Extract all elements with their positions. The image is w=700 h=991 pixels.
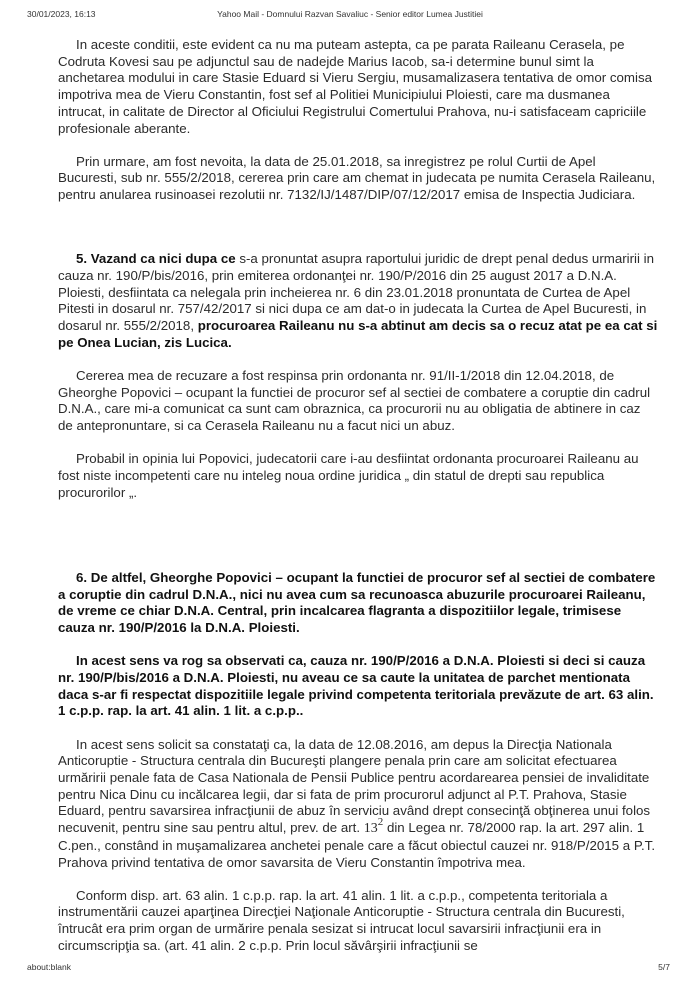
paragraph-plangere	[58, 737, 658, 872]
spacer	[58, 518, 658, 570]
spacer	[58, 220, 658, 251]
paragraph-conform: Conform disp. art. 63 alin. 1 c.p.p. rap. la art. 41 alin. 1 lit. a c.p.p., competenta teritoriala a instrumentării cauzei aparţinea Direcţiei Naţionale Anticoruptie - Structura centrala din Bucuresti, întrucât era prim organ de urmărire penala sesizat si intrucat locul savarsirii infracţiunii era in circumscripţia sa. (art. 41 alin. 2 c.p.p. Prin locul săvârşirii infracţiunii se	[58, 887, 625, 953]
print-url: about:blank	[27, 962, 71, 972]
section-5-text: s-a pronuntat asupra raportului juridic de drept penal dedus urmaririi in cauza nr. 190/P/bis/2016, prin emiterea ordonanţei nr. 190/P/2016 din 25 august 2017 a D.N.A. Ploiesti, desfiintata ca nelegala prin incheierea nr. 6 din 23.01.2018 pronuntata de Curtea de Apel Pitesti in dosarul nr. 757/42/2017 si nici dupa ce am dat-o in judecata la Curtea de Apel Bucuresti, in dosarul nr. 555/2/2018,	[58, 251, 654, 334]
article-number: 13	[363, 821, 378, 837]
paragraph-competenta	[58, 653, 658, 720]
article-superscript: 2	[377, 816, 384, 829]
paragraph-1: In aceste conditii, este evident ca nu ma puteam astepta, ca pe parata Raileanu Cerasela, pe Codruta Kovesi sau pe adjunctul sau de nadejde Marius Iacob, sa-i determine bunul simt la anchetarea modului in care Stasie Eduard si Vieru Sergiu, musamalizasera tentativa de omor comisa impotriva mea de Vieru Constantin, fost sef al Politiei Municipiului Ploiesti, care ma dusmanea intrucat, in calitate de Director al Oficiului Registrului Comertului Prahova, nu-i satisfaceam capriciile profesionale aberante.	[58, 37, 652, 136]
paragraph-recuzare: Cererea mea de recuzare a fost respinsa prin ordonanta nr. 91/II-1/2018 din 12.04.2018, de Gheorghe Popovici – ocupant la functiei de procuror sef al sectiei de combatere a coruptie din cadrul D.N.A., care mi-a comunicat ca sunt cam obraznica, ca procurorii nu au obligatia de abtinere in caz de antepronuntare, si ca Cerasela Raileanu nu a facut nici un abuz.	[58, 368, 651, 434]
paragraph-2: Prin urmare, am fost nevoita, la data de 25.01.2018, sa inregistrez pe rolul Curtii de Apel Bucuresti, sub nr. 555/2/2018, cererea prin care am chemat in judecata pe numita Cerasela Raileanu, pentru anularea rusinoasei rezolutii nr. 7132/IJ/1487/DIP/07/12/2017 emisa de Inspectia Judiciara.	[58, 153, 656, 203]
section-5-lead: 5. Vazand ca nici dupa ce	[76, 251, 236, 267]
section-5-conclusion: procuroarea Raileanu nu s-a abtinut am decis sa o recuz atat pe ea cat si pe Onea Lucian, zis Lucica.	[58, 318, 658, 350]
letter-content	[58, 37, 658, 971]
page-number: 5/7	[658, 962, 670, 972]
plangere-text-b: din Legea nr. 78/2000 rap. la art. 297 alin. 1 C.pen., constând in muşamalizarea anchetei penale care a făcut obiectul cauzei nr. 918/P/2015 a P.T. Prahova privind tentativa de omor savarsita de Vieru Constantin împotriva mea.	[58, 820, 656, 870]
print-header	[0, 9, 700, 23]
section-6-text: 6. De altfel, Gheorghe Popovici – ocupant la functiei de procuror sef al sectiei de combatere a coruptie din cadrul D.N.A., nici nu avea cum sa recunoasca abuzurile procuroarei Raileanu, de vreme ce chiar D.N.A. Central, prin incalcarea flagranta a dispozitiilor legale, trimisese cauza nr. 190/P/2016 la D.N.A. Ploiesti.	[58, 569, 656, 636]
print-date: 30/01/2023, 16:13	[27, 9, 96, 19]
paragraph-section-5	[58, 251, 658, 351]
print-title: Yahoo Mail - Domnului Razvan Savaliuc - Senior editor Lumea Justitiei	[217, 9, 483, 19]
paragraph-popovici: Probabil in opinia lui Popovici, judecatorii care i-au desfiintat ordonanta procuroarei Raileanu au fost niste incompetenti care nu inteleg noua ordine juridica „ din statul de drepti sau republica procurorilor „.	[58, 451, 639, 500]
plangere-text-a: In acest sens solicit sa constataţi ca, la data de 12.08.2016, am depus la Direcţia Nationala Anticoruptie - Structura centrala din Bucureşti plangere penala prin care am solicitat efectuarea urmăririi penale fata de Casa Nationala de Pensii Publice pentru acordarearea pensiei de invaliditate pentru Nica Dinu cu incălcarea legii, dar si fata de prim procurorul adjunct al P.T. Prahova, Stasie Eduard, pentru savarsirea infracţiunii de abuz în serviciu având drept consecinţă obţinerea unui folos necuvenit, pentru sine sau pentru altul, prev. de art.	[58, 736, 651, 836]
competenta-text: In acest sens va rog sa observati ca, cauza nr. 190/P/2016 a D.N.A. Ploiesti si deci si cauza nr. 190/P/bis/2016 a D.N.A. Ploiesti, nu aveau ce sa caute la unitatea de parchet mentionata daca s-ar fi respectat dispozitiile legale privind competenta teritoriala prevăzute de art. 63 alin. 1 c.p.p. rap. la art. 41 alin. 1 lit. a c.p.p..	[58, 653, 654, 719]
paragraph-section-6	[58, 570, 658, 637]
